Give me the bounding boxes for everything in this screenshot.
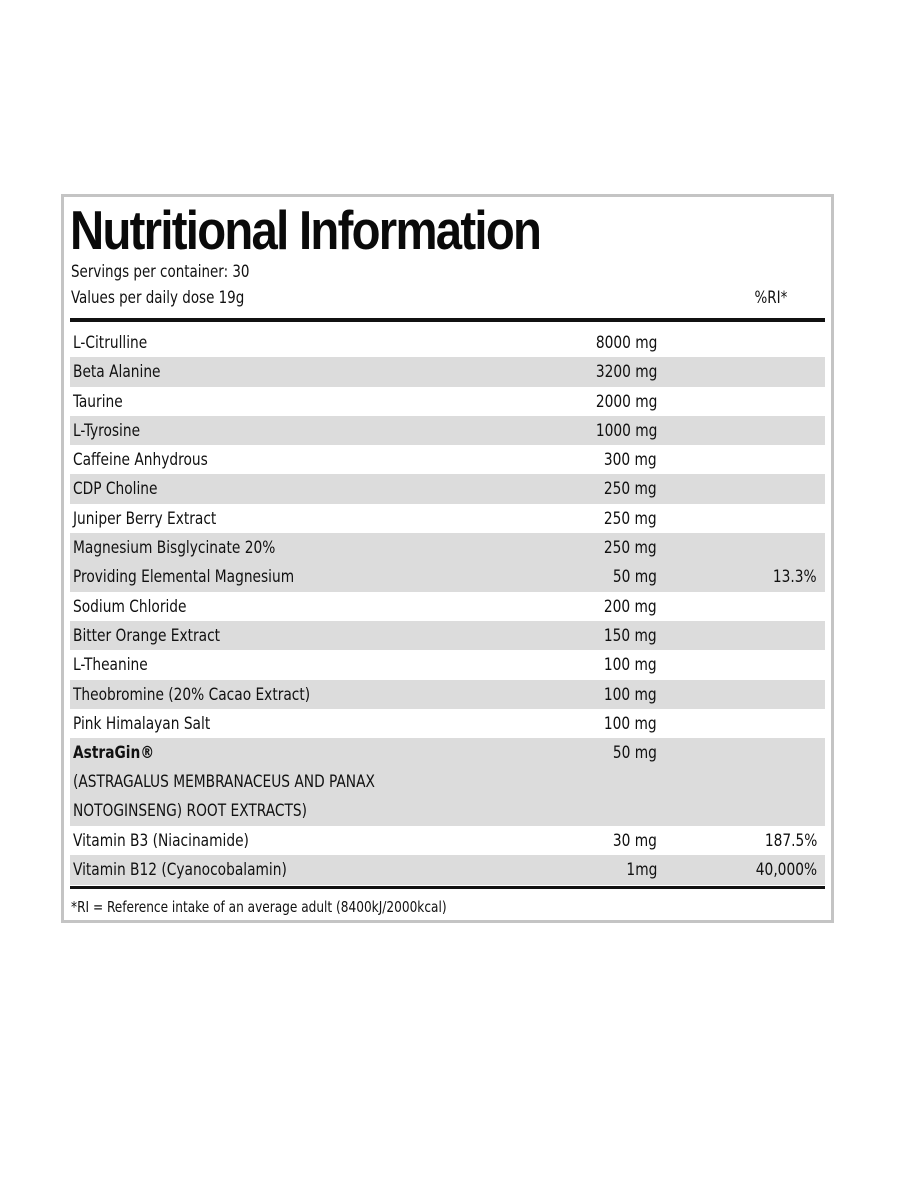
ingredient-ri: 187.5% <box>764 831 817 852</box>
ingredient-amount: 300 mg <box>604 450 657 471</box>
ingredient-amount: 8000 mg <box>595 333 657 353</box>
ingredient-name: Magnesium Bisglycinate 20% <box>73 538 276 559</box>
servings-per-container: Servings per container: 30 <box>71 262 250 282</box>
table-row <box>70 562 825 591</box>
header-divider <box>70 318 825 322</box>
ingredient-amount: 2000 mg <box>595 391 657 412</box>
ingredient-name: Vitamin B12 (Cyanocobalamin) <box>73 860 287 881</box>
table-row <box>70 709 825 738</box>
ingredient-amount: 50 mg <box>612 743 657 764</box>
ingredient-amount: 100 mg <box>604 684 657 705</box>
ingredient-amount: 200 mg <box>604 596 657 617</box>
ri-column-header: %RI* <box>754 288 787 308</box>
ingredient-name: L-Tyrosine <box>73 420 141 441</box>
ingredient-amount: 1mg <box>626 860 657 881</box>
ingredient-amount: 250 mg <box>604 538 657 559</box>
ingredient-name: Bitter Orange Extract <box>73 625 221 646</box>
ingredient-amount: 30 mg <box>612 831 657 852</box>
ri-footnote: *RI = Reference intake of an average adult (8400kJ/2000kcal) <box>71 898 447 916</box>
nutrition-label <box>61 194 834 923</box>
ingredient-name: Pink Himalayan Salt <box>73 713 211 734</box>
ingredient-description-line: NOTOGINSENG) ROOT EXTRACTS) <box>73 801 308 822</box>
table-row <box>70 592 825 621</box>
table-row <box>70 416 825 445</box>
ingredient-name: Juniper Berry Extract <box>73 508 217 529</box>
ingredient-amount: 100 mg <box>604 655 657 676</box>
table-row <box>70 474 825 503</box>
ingredient-ri: 40,000% <box>755 860 817 881</box>
ingredient-amount: 50 mg <box>612 567 657 588</box>
table-row <box>70 621 825 650</box>
ingredient-name: L-Theanine <box>73 655 148 676</box>
table-row <box>70 738 825 826</box>
ingredient-amount: 150 mg <box>604 625 657 646</box>
ingredient-amount: 100 mg <box>604 713 657 734</box>
table-row <box>70 826 825 855</box>
ingredient-name: Taurine <box>73 391 123 412</box>
ingredient-name: Sodium Chloride <box>73 596 187 617</box>
table-row <box>70 680 825 709</box>
table-row <box>70 533 825 562</box>
ingredient-name: Providing Elemental Magnesium <box>73 567 295 588</box>
ingredient-name: L-Citrulline <box>73 333 148 353</box>
ingredient-ri: 13.3% <box>773 567 817 588</box>
ingredient-amount: 3200 mg <box>595 362 657 383</box>
ingredient-name: AstraGin® <box>73 743 155 764</box>
label-title: Nutritional Information <box>70 199 541 261</box>
ingredient-name: CDP Choline <box>73 479 158 500</box>
ingredient-table <box>70 328 825 885</box>
table-row <box>70 357 825 386</box>
table-row <box>70 855 825 884</box>
ingredient-name: Beta Alanine <box>73 362 161 383</box>
table-row <box>70 445 825 474</box>
table-row <box>70 328 825 357</box>
footer-divider <box>70 886 825 889</box>
ingredient-description-line: (ASTRAGALUS MEMBRANACEUS AND PANAX <box>73 772 375 793</box>
table-row <box>70 650 825 679</box>
ingredient-name: Theobromine (20% Cacao Extract) <box>73 684 311 705</box>
table-row <box>70 504 825 533</box>
table-row <box>70 387 825 416</box>
values-per-daily-dose: Values per daily dose 19g <box>71 288 245 308</box>
ingredient-amount: 250 mg <box>604 508 657 529</box>
ingredient-amount: 1000 mg <box>595 420 657 441</box>
ingredient-name: Caffeine Anhydrous <box>73 450 208 471</box>
ingredient-name: Vitamin B3 (Niacinamide) <box>73 831 249 852</box>
ingredient-amount: 250 mg <box>604 479 657 500</box>
